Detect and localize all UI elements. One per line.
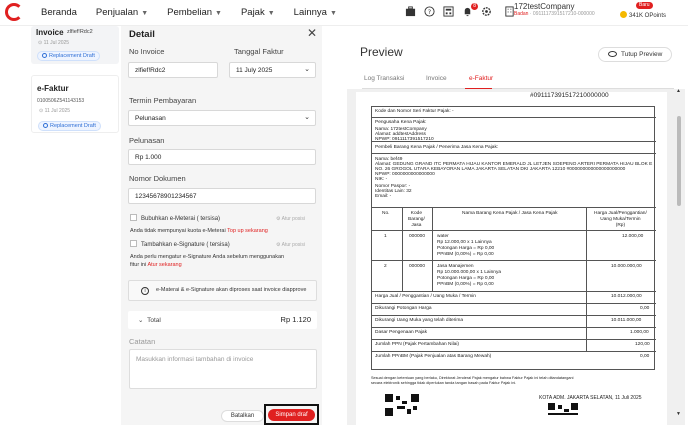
detail-panel (121, 26, 322, 425)
summary-label: Dikurangi Potongan Harga (375, 306, 432, 311)
scroll-down-icon[interactable]: ▼ (676, 411, 681, 417)
summary-value: 0,00 (640, 354, 650, 359)
catatan-textarea[interactable]: Masukkan informasi tambahan di invoice (129, 349, 317, 389)
company-subtitle: Badan · 0911117391517210-000000 (514, 11, 595, 17)
nav-beranda[interactable]: Beranda (41, 7, 77, 18)
scrollbar-thumb[interactable] (677, 116, 681, 206)
nomor-dokumen-input[interactable]: 12345678901234567 (128, 188, 316, 204)
emeterai-checkbox-row[interactable]: Bubuhkan e-Meterai ( tersisa) (130, 214, 220, 222)
chevron-down-icon: ▼ (141, 10, 149, 17)
scroll-up-icon[interactable]: ▲ (676, 88, 681, 94)
footer-line-2: secara elektronik sehingga tidak diperlukan tanda tangan basah pada Faktur Pajak ini. (371, 381, 517, 385)
nav-pembelian[interactable]: Pembelian ▼ (167, 7, 222, 18)
summary-label: Dasar Pengenaan Pajak (375, 330, 428, 335)
main-nav (41, 7, 337, 18)
preview-panel (344, 26, 688, 425)
tanggal-label: Tanggal Faktur (234, 47, 284, 56)
emeterai-checkbox[interactable] (130, 214, 137, 221)
emeterai-note: Anda tidak mempunyai kuota e-Meterai Top up sekarang (130, 228, 268, 234)
catatan-label: Catatan (129, 337, 156, 346)
pembeli-npwp: NPWP: 0000000000000000 (375, 172, 435, 177)
pelunasan-input[interactable]: Rp 1.000 (128, 149, 316, 165)
card-title: e-Faktur (37, 84, 69, 93)
svg-text:?: ? (427, 7, 432, 16)
summary-value: 120,00 (635, 342, 650, 347)
tanggal-datepicker[interactable]: 11 July 2025 ⌄ (229, 62, 316, 78)
qr-code-icon (548, 403, 578, 417)
chevron-down-icon: ⌄ (304, 114, 310, 121)
efaktur-table (371, 106, 655, 370)
refresh-icon (43, 123, 48, 128)
info-box: i e-Materai & e-Signature akan diproses saat invoice diapprove (128, 280, 317, 301)
col-harga-header: Harga Jual/Penggantian/ Uang Muka/Termin (Rp) (594, 211, 647, 228)
item-kode: 000000 (409, 234, 426, 239)
card-number: 0100506Z541143153 (37, 98, 85, 104)
pengusaha-label: Pengusaha Kena Pajak: (375, 120, 427, 125)
preview-tabs (362, 75, 674, 89)
pelunasan-label: Pelunasan (129, 136, 165, 145)
card-date: ⊙ 11 Jul 2025 (39, 108, 71, 114)
seri-label: Kode dan Nomor Seri Faktur Pajak: - (375, 109, 454, 114)
chevron-down-icon: ⌄ (304, 66, 310, 73)
item-kode: 000000 (409, 264, 426, 269)
pembeli-identitas: Identitas Lain: 32 (375, 189, 412, 194)
col-kode-header: Kode Barang/ Jasa (408, 211, 425, 228)
item-no: 1 (384, 234, 387, 239)
chevron-down-icon: ▼ (267, 10, 275, 17)
close-icon[interactable]: ✕ (307, 26, 318, 40)
pembeli-email: Email: - (375, 194, 392, 199)
chevron-down-icon: ▼ (215, 10, 222, 17)
pembeli-alamat-1: Alamat: GEDUNG GRAND ITC PERMATA HIJAU KANTOR EMERALD JL LETJEN SOEPENO ARTERI PERMATA HIJAU BLOK E (375, 162, 653, 167)
topup-link[interactable]: Top up sekarang (227, 228, 268, 234)
pembeli-label: Pembeli Barang Kena Pajak / Penerima Jasa Kena Pajak: (375, 145, 499, 150)
coin-icon (620, 11, 627, 18)
summary-label: Jumlah PPnBM (Pajak Penjualan atas Barang Mewah) (375, 354, 492, 359)
calculator-icon[interactable] (443, 6, 454, 17)
summary-label: Dikurangi Uang Muka yang telah diterima (375, 318, 463, 323)
summary-value: 0,00 (640, 306, 650, 311)
footer-line-1: Sesuai dengan ketentuan yang berlaku, Direktorat Jenderal Pajak mengatur bahwa Faktur Pajak ini telah ditandatangani (371, 376, 574, 380)
total-row[interactable] (128, 311, 317, 329)
pembeli-alamat-2: NO. 26 GROGOL UTARA KEBAYORAN LAMA JAKARTA SELATAN DKI JAKARTA 12210 #000000000000000000000 (375, 167, 626, 172)
pembeli-nama: Nama: bef49 (375, 157, 403, 162)
esig-note: Anda perlu mengatur e-Signature Anda sebelum menggunakan fitur ini Atur sekarang (130, 254, 285, 268)
gear-icon[interactable] (481, 6, 492, 17)
help-icon[interactable] (424, 6, 435, 17)
doc-number: #091117391517210000000 (530, 92, 609, 99)
chevron-down-icon: ▼ (329, 10, 337, 17)
info-icon: i (141, 287, 149, 295)
efaktur-document (356, 92, 667, 425)
cancel-button[interactable]: Batalkan (221, 410, 264, 422)
card-number: zlfief!Rdc2 (67, 29, 93, 35)
tab-log-transaksi[interactable]: Log Transaksi (364, 75, 405, 82)
top-bar (0, 0, 688, 26)
col-no-header: No. (382, 211, 390, 216)
item-nama: Jasa Manajemen Rp 10.000.000,00 x 1 Lainnya Potongan Harga = Rp 0,00 PPnBM (0,00%) = Rp 0,00 (437, 264, 502, 287)
item-nama: water Rp 12.000,00 x 1 Lainnya Potongan Harga = Rp 0,00 PPnBM (0,00%) = Rp 0,00 (437, 234, 495, 257)
pembeli-nik: NIK: - (375, 177, 388, 182)
summary-label: Jumlah PPN (Pajak Pertambahan Nilai) (375, 342, 459, 347)
card-title: Invoice (36, 28, 64, 37)
save-draft-button[interactable]: Simpan draf (268, 409, 315, 421)
termin-select[interactable]: Pelunasan ⌄ (128, 110, 316, 126)
card-date: ⊙ 11 Jul 2025 (38, 40, 70, 46)
no-invoice-label: No Invoice (129, 47, 165, 56)
company-name: 172testCompany (514, 2, 575, 11)
app-logo[interactable] (5, 3, 23, 21)
summary-value: 1.000,00 (630, 330, 649, 335)
total-value: Rp 1.120 (280, 315, 311, 324)
pengusaha-nama: Nama: 172testCompany (375, 127, 427, 132)
qr-code-icon (385, 394, 419, 416)
pengusaha-alamat: Alamat: addtestAddress (375, 132, 426, 137)
new-badge: Baru (636, 2, 653, 9)
esig-checkbox-row[interactable]: Tambahkan e-Signature ( tersisa) (130, 240, 230, 248)
nav-pajak[interactable]: Pajak ▼ (240, 7, 275, 18)
pembeli-paspor: Nomor Paspor: - (375, 184, 411, 189)
item-harga: 12.000,00 (622, 234, 644, 239)
atur-sekarang-link[interactable]: Atur sekarang (147, 262, 182, 268)
tab-invoice[interactable]: Invoice (426, 75, 447, 82)
header-icons (405, 3, 515, 17)
tab-efaktur[interactable]: e-Faktur (469, 75, 494, 82)
nav-penjualan[interactable]: Penjualan ▼ (95, 7, 149, 18)
termin-label: Termin Pembayaran (129, 96, 197, 105)
detail-title: Detail (129, 29, 155, 40)
close-preview-button[interactable]: Tutup Preview (598, 47, 672, 62)
esig-atur-posisi: ⚙ Atur posisi (276, 242, 305, 248)
eye-icon (608, 51, 617, 57)
status-badge: Replacement Draft (38, 121, 101, 131)
nav-lainnya[interactable]: Lainnya ▼ (293, 7, 337, 18)
refresh-icon (42, 53, 47, 58)
emeterai-atur-posisi: ⚙ Atur posisi (276, 216, 305, 222)
esig-checkbox[interactable] (130, 240, 137, 247)
invoice-card[interactable] (31, 26, 119, 64)
points-value: 341K OPoints (629, 13, 667, 19)
status-badge: Replacement Draft (37, 51, 100, 61)
nomor-dokumen-label: Nomor Dokumen (129, 174, 186, 183)
summary-value: 10.011.000,00 (611, 318, 642, 323)
preview-scrollbar[interactable] (676, 88, 681, 422)
chevron-down-icon: ⌄ (138, 317, 144, 324)
item-no: 2 (384, 264, 387, 269)
bell-icon[interactable] (462, 3, 476, 17)
place-date: KOTA ADM. JAKARTA SELATAN, 11 Juli 2025 (539, 395, 642, 401)
briefcase-icon[interactable] (405, 6, 416, 17)
account-switcher[interactable] (509, 2, 604, 17)
col-nama-header: Nama Barang Kena Pajak / Jasa Kena Pajak (462, 211, 558, 216)
summary-value: 10.012.000,00 (611, 294, 642, 299)
pengusaha-npwp: NPWP: 0911117391517210 (375, 137, 434, 142)
preview-title: Preview (360, 45, 403, 59)
total-label: ⌄ Total (138, 317, 161, 324)
document-viewer[interactable] (347, 89, 685, 425)
no-invoice-input[interactable]: zlfief!Rdc2 (128, 62, 218, 78)
item-harga: 10.000.000,00 (611, 264, 642, 269)
notification-badge: 8 (473, 3, 476, 9)
summary-label: Harga Jual / Penggantian / Uang Muka / Termin (375, 294, 476, 299)
efaktur-card[interactable] (31, 75, 119, 133)
